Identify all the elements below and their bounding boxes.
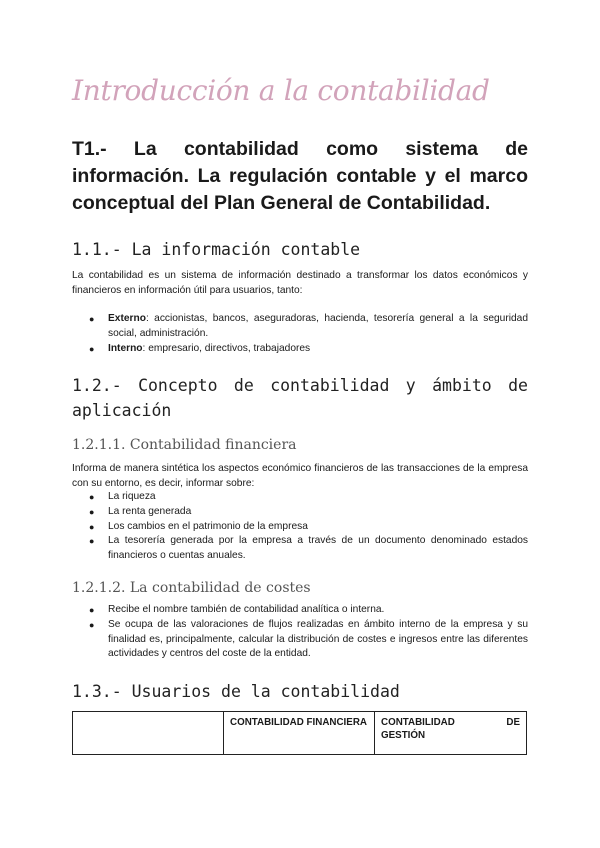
list-item-text: Se ocupa de las valoraciones de flujos realizadas en ámbito interno de la empresa y su finalidad es, principalmente, calcular la distribución de costes e ingresos entre las diferentes actividades y centros del coste de la entidad. bbox=[108, 618, 528, 660]
subsection-1-paragraph: Informa de manera sintética los aspectos económico financieros de las transacciones de la empresa con su entorno, es decir, informar sobre: bbox=[72, 463, 528, 489]
list-item-text: : accionistas, bancos, aseguradoras, hacienda, tesorería general a la seguridad social, administración. bbox=[108, 313, 528, 339]
topic-heading: T1.- La contabilidad como sistema de información. La regulación contable y el marco conceptual del Plan General de Contabilidad. bbox=[72, 138, 528, 214]
users-table bbox=[72, 711, 527, 755]
table-header-gestion bbox=[375, 712, 527, 755]
list-item-term: Interno bbox=[108, 342, 143, 354]
section-heading-1-2: 1.2.- Concepto de contabilidad y ámbito de aplicación bbox=[72, 376, 528, 420]
list-item-text: Recibe el nombre también de contabilidad analítica o interna. bbox=[108, 604, 385, 615]
section-heading-1-1: 1.1.- La información contable bbox=[72, 240, 361, 259]
bullet-icon: ● bbox=[89, 521, 95, 532]
table-header-row bbox=[73, 712, 527, 755]
bullet-icon: ● bbox=[89, 343, 95, 354]
bullet-icon: ● bbox=[89, 314, 95, 324]
list-item bbox=[72, 342, 528, 357]
subsection-1-list bbox=[72, 490, 528, 564]
list-item-term: Externo bbox=[108, 313, 146, 324]
list-item-text: La renta generada bbox=[108, 505, 192, 517]
bullet-icon: ● bbox=[89, 506, 95, 517]
section-1-1-paragraph: La contabilidad es un sistema de información destinado a transformar los datos económicos y financieros en información útil para usuarios, tanto: bbox=[72, 270, 528, 296]
table-header-financiera: CONTABILIDAD FINANCIERA bbox=[224, 712, 375, 755]
list-item bbox=[72, 618, 528, 662]
table-header-empty-cell bbox=[73, 712, 224, 755]
list-item-text: : empresario, directivos, trabajadores bbox=[142, 342, 311, 354]
section-heading-1-3: 1.3.- Usuarios de la contabilidad bbox=[72, 682, 400, 701]
list-item bbox=[72, 490, 528, 505]
list-item bbox=[72, 520, 528, 535]
list-item bbox=[72, 603, 528, 618]
bullet-icon: ● bbox=[89, 536, 95, 547]
subsection-2-list bbox=[72, 603, 528, 662]
list-item-text: Los cambios en el patrimonio de la empresa bbox=[108, 520, 308, 532]
table-header-gestion-word-2: DE bbox=[506, 717, 520, 728]
section-1-1-list bbox=[72, 312, 528, 356]
subsection-heading-contabilidad-costes: 1.2.1.2. La contabilidad de costes bbox=[72, 580, 311, 596]
table-header-gestion-word-1: CONTABILIDAD bbox=[381, 717, 455, 728]
bullet-icon: ● bbox=[89, 619, 95, 630]
bullet-icon: ● bbox=[89, 492, 95, 502]
list-item bbox=[72, 534, 528, 564]
list-item-text: La riqueza bbox=[108, 491, 156, 502]
list-item bbox=[72, 505, 528, 520]
list-item bbox=[72, 312, 528, 342]
list-item-text: La tesorería generada por la empresa a través de un documento denominado estados financieros o cuentas anuales. bbox=[108, 535, 528, 562]
document-title: Introducción a la contabilidad bbox=[72, 74, 490, 107]
subsection-heading-contabilidad-financiera: 1.2.1.1. Contabilidad financiera bbox=[72, 437, 297, 453]
bullet-icon: ● bbox=[89, 605, 95, 615]
table-header-gestion-word-3: GESTIÓN bbox=[381, 730, 426, 741]
